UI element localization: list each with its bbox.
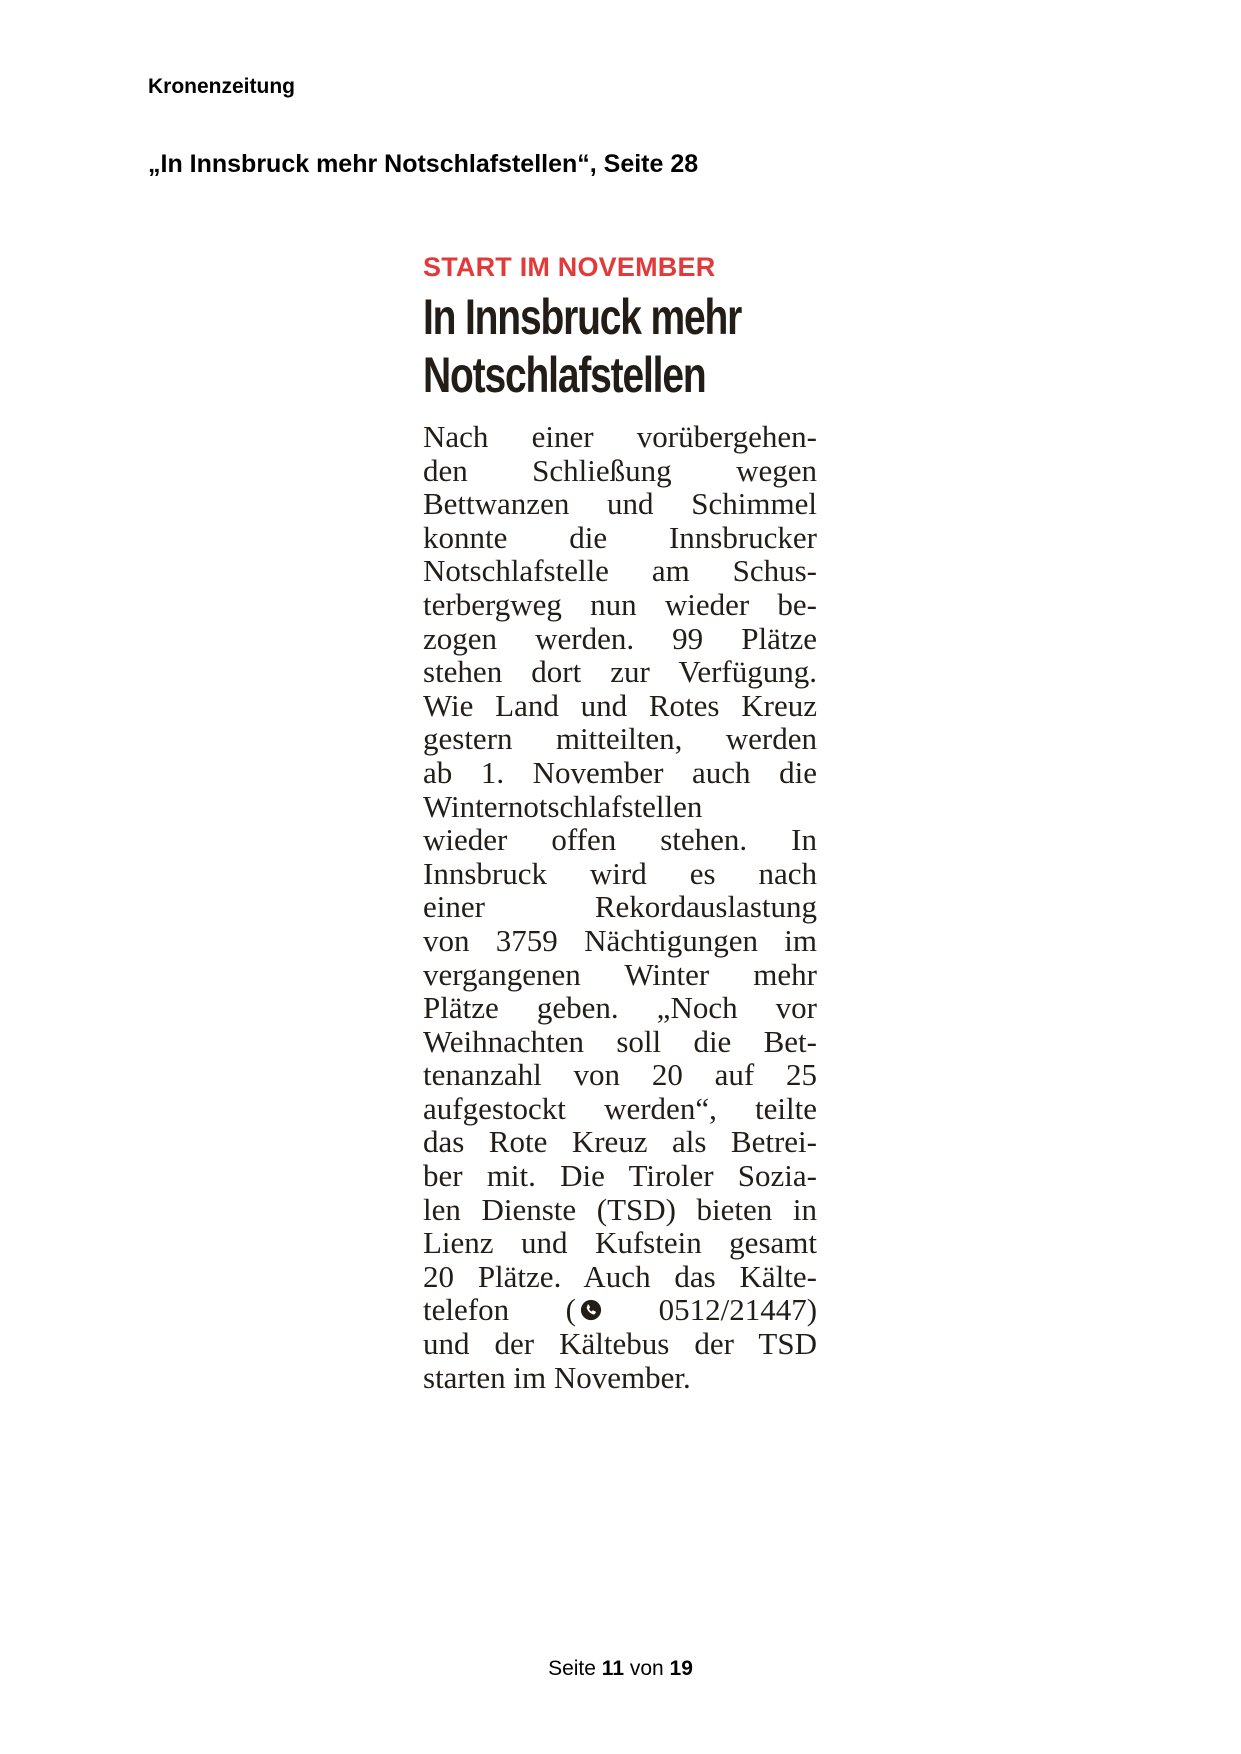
document-source: Kronenzeitung xyxy=(148,75,295,98)
body-line: stehen dort zur Verfügung. xyxy=(423,654,817,690)
headline-line: In Innsbruck mehr xyxy=(423,289,742,345)
body-line: wieder offen stehen. In xyxy=(423,822,817,858)
body-line: gestern mitteilten, werden xyxy=(423,721,817,757)
body-line: Wie Land und Rotes Kreuz xyxy=(423,687,817,723)
body-line: ab 1. November auch die xyxy=(423,754,817,790)
footer-prefix: Seite xyxy=(548,1657,596,1680)
body-line: 20 Plätze. Auch das Kälte- xyxy=(423,1258,817,1294)
document-reference: „In Innsbruck mehr Notschlafstellen“, Seite 28 xyxy=(148,150,699,178)
body-line: starten im November. xyxy=(423,1359,691,1395)
footer-page-number: 11 xyxy=(601,1657,624,1680)
article-body xyxy=(423,420,817,1394)
body-line: Bettwanzen und Schimmel xyxy=(423,486,817,522)
body-line: Innsbruck wird es nach xyxy=(423,855,817,891)
body-line: einer Rekordauslastung xyxy=(423,889,817,925)
body-line: Lienz und Kufstein gesamt xyxy=(423,1225,817,1261)
body-line: den Schließung wegen xyxy=(423,452,817,488)
body-line: aufgestockt werden“, teilte xyxy=(423,1090,817,1126)
body-line: tenanzahl von 20 auf 25 xyxy=(423,1057,817,1093)
body-line: Plätze geben. „Noch vor xyxy=(423,990,817,1026)
body-line: und der Kältebus der TSD xyxy=(423,1326,817,1362)
phone-line-prefix: telefon ( xyxy=(423,1292,576,1328)
body-line: vergangenen Winter mehr xyxy=(423,956,817,992)
body-line: das Rote Kreuz als Betrei- xyxy=(423,1124,817,1160)
body-line: terbergweg nun wieder be- xyxy=(423,586,817,622)
phone-number: 0512/21447) xyxy=(658,1292,818,1328)
headline-line: Notschlafstellen xyxy=(423,347,706,403)
body-line: ber mit. Die Tiroler Sozia- xyxy=(423,1158,817,1194)
article-headline xyxy=(423,288,742,404)
article-kicker: START IM NOVEMBER xyxy=(423,252,716,282)
body-line: konnte die Innsbrucker xyxy=(423,519,817,555)
footer-separator: von xyxy=(629,1657,664,1680)
body-line: len Dienste (TSD) bieten in xyxy=(423,1191,817,1227)
body-line: Notschlafstelle am Schus- xyxy=(423,553,817,589)
newspaper-clipping xyxy=(423,250,817,1394)
phone-line xyxy=(423,1293,817,1327)
body-line: Nach einer vorübergehen- xyxy=(423,419,817,454)
page-footer xyxy=(0,1656,1241,1682)
footer-page-total: 19 xyxy=(669,1657,693,1680)
phone-icon xyxy=(580,1299,602,1321)
body-line: Winternotschlafstellen xyxy=(423,788,703,824)
body-line: von 3759 Nächtigungen im xyxy=(423,922,817,958)
body-line: zogen werden. 99 Plätze xyxy=(423,620,817,656)
body-line: Weihnachten soll die Bet- xyxy=(423,1023,817,1059)
